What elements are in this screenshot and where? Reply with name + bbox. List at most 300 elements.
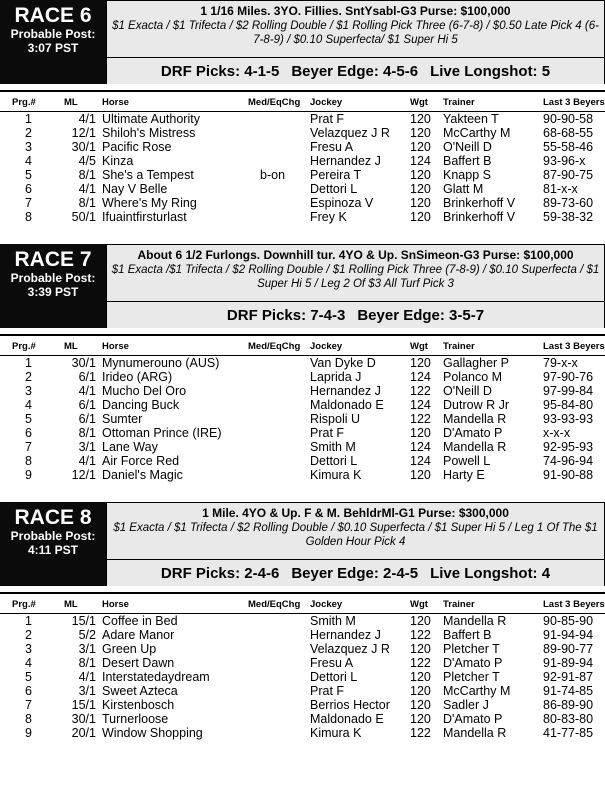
cell-prg: 5	[25, 412, 32, 426]
cell-beyers: 89-73-60	[543, 196, 594, 210]
cell-trainer: Mandella R	[443, 440, 507, 454]
pick-value: 7-4-3	[310, 306, 346, 324]
column-header: Trainer	[443, 94, 543, 112]
cell-beyers: 95-84-80	[543, 398, 594, 412]
cell-horse: Coffee in Bed	[102, 614, 178, 628]
column-header: ML	[57, 596, 102, 614]
table-row	[0, 712, 605, 726]
cell-med	[248, 684, 310, 698]
cell-trainer: D'Amato P	[443, 712, 503, 726]
cell-wgt: 122	[410, 384, 431, 398]
cell-ml: 4/1	[78, 182, 96, 196]
cell-wgt: 120	[410, 670, 431, 684]
cell-ml: 3/1	[78, 684, 96, 698]
pick-value: 3-5-7	[449, 306, 485, 324]
cell-jockey: Maldonado E	[310, 398, 384, 412]
cell-ml: 6/1	[78, 412, 96, 426]
cell-prg: 8	[25, 454, 32, 468]
cell-ml: 15/1	[71, 698, 96, 712]
table-row	[0, 140, 605, 154]
race-header	[0, 502, 605, 586]
cell-prg: 5	[25, 670, 32, 684]
cell-prg: 1	[25, 112, 32, 126]
cell-ml: 50/1	[71, 210, 96, 224]
table-row	[0, 468, 605, 482]
race-number: RACE 7	[14, 248, 92, 271]
cell-med	[248, 196, 310, 210]
picks-bar	[107, 560, 604, 586]
entries-table	[0, 596, 605, 740]
cell-prg: 2	[25, 126, 32, 140]
cell-horse: Turnerloose	[102, 712, 169, 726]
cell-beyers: 90-85-90	[543, 614, 594, 628]
cell-wgt: 124	[410, 398, 431, 412]
column-header: Jockey	[310, 94, 410, 112]
table-row	[0, 684, 605, 698]
column-header: Med/EqChg	[248, 596, 310, 614]
cell-med	[248, 112, 310, 127]
cell-beyers: 79-x-x	[543, 356, 578, 370]
cell-wgt: 120	[410, 210, 431, 224]
cell-ml: 3/1	[78, 440, 96, 454]
column-header: Horse	[102, 596, 248, 614]
post-time: 3:39 PST	[27, 285, 79, 299]
cell-wgt: 124	[410, 454, 431, 468]
cell-ml: 30/1	[71, 712, 96, 726]
cell-jockey: Dettori L	[310, 454, 358, 468]
cell-jockey: Kimura K	[310, 468, 362, 482]
race-conditions: 1 Mile. 4YO & Up. F & M. BehldrMl-G1 Purse: $300,000	[202, 506, 509, 520]
cell-ml: 6/1	[78, 370, 96, 384]
cell-jockey: Dettori L	[310, 670, 358, 684]
pick-value: 2-4-5	[383, 564, 419, 582]
divider	[0, 334, 605, 336]
pick-value: 4-5-6	[383, 62, 419, 80]
table-row	[0, 670, 605, 684]
cell-med	[248, 468, 310, 482]
cell-wgt: 120	[410, 712, 431, 726]
cell-jockey: Prat F	[310, 426, 345, 440]
cell-trainer: Gallagher P	[443, 356, 510, 370]
race-number-block	[0, 244, 107, 328]
cell-med	[248, 712, 310, 726]
cell-wgt: 120	[410, 468, 431, 482]
cell-trainer: McCarthy M	[443, 684, 511, 698]
cell-beyers: 59-38-32	[543, 210, 594, 224]
section-spacer	[0, 224, 605, 244]
cell-wgt: 120	[410, 642, 431, 656]
cell-trainer: D'Amato P	[443, 426, 503, 440]
cell-med	[248, 356, 310, 371]
race-conditions: 1 1/16 Miles. 3YO. Fillies. SntYsabl-G3 Purse: $100,000	[200, 4, 511, 18]
cell-med	[248, 384, 310, 398]
cell-horse: Green Up	[102, 642, 157, 656]
column-header: ML	[57, 338, 102, 356]
cell-jockey: Pereira T	[310, 168, 362, 182]
cell-trainer: D'Amato P	[443, 656, 503, 670]
cell-ml: 30/1	[71, 140, 96, 154]
cell-horse: Irideo (ARG)	[102, 370, 173, 384]
race-number-block	[0, 502, 107, 586]
cell-wgt: 120	[410, 698, 431, 712]
column-header: Med/EqChg	[248, 94, 310, 112]
table-row	[0, 112, 605, 127]
cell-med	[248, 628, 310, 642]
table-header-row	[0, 338, 605, 356]
cell-trainer: McCarthy M	[443, 126, 511, 140]
cell-horse: She's a Tempest	[102, 168, 194, 182]
probable-post-label: Probable Post:	[10, 271, 96, 285]
cell-ml: 4/1	[78, 454, 96, 468]
column-header: Last 3 Beyers	[543, 338, 605, 356]
column-header: Last 3 Beyers	[543, 596, 605, 614]
cell-beyers: 81-x-x	[543, 182, 578, 196]
cell-jockey: Velazquez J R	[310, 126, 390, 140]
cell-jockey: Berrios Hector	[310, 698, 390, 712]
cell-beyers: 68-68-55	[543, 126, 594, 140]
cell-beyers: 87-90-75	[543, 168, 594, 182]
cell-trainer: Sadler J	[443, 698, 489, 712]
table-row	[0, 168, 605, 182]
cell-beyers: 92-95-93	[543, 440, 594, 454]
cell-prg: 7	[25, 698, 32, 712]
cell-trainer: Mandella R	[443, 726, 507, 740]
cell-ml: 4/5	[78, 154, 96, 168]
cell-ml: 8/1	[78, 196, 96, 210]
cell-jockey: Prat F	[310, 684, 345, 698]
pick-group	[430, 63, 550, 80]
table-row	[0, 126, 605, 140]
cell-beyers: 80-83-80	[543, 712, 594, 726]
cell-beyers: 90-90-58	[543, 112, 594, 126]
cell-jockey: Fresu A	[310, 656, 354, 670]
table-row	[0, 614, 605, 629]
cell-wgt: 124	[410, 370, 431, 384]
cell-beyers: 91-90-88	[543, 468, 594, 482]
cell-beyers: 91-74-85	[543, 684, 594, 698]
cell-horse: Ifuaintfirsturlast	[102, 210, 187, 224]
race-conditions-box	[107, 503, 604, 560]
cell-horse: Dancing Buck	[102, 398, 180, 412]
column-header: Jockey	[310, 596, 410, 614]
pick-value: 4-1-5	[244, 62, 280, 80]
column-header: Wgt	[410, 338, 443, 356]
cell-ml: 8/1	[78, 656, 96, 670]
race-conditions: About 6 1/2 Furlongs. Downhill tur. 4YO & Up. SnSimeon-G3 Purse: $100,000	[137, 248, 574, 262]
cell-horse: Ultimate Authority	[102, 112, 200, 126]
cell-horse: Desert Dawn	[102, 656, 175, 670]
cell-beyers: 93-93-93	[543, 412, 594, 426]
table-row	[0, 210, 605, 224]
cell-prg: 6	[25, 684, 32, 698]
table-row	[0, 412, 605, 426]
wagers-offered: $1 Exacta /$1 Trifecta / $2 Rolling Double / $1 Rolling Pick Three (7-8-9) / $0.10 Superfecta / $1 Super Hi 5 / Leg 2 Of $3 All Turf Pick 3	[111, 264, 600, 290]
table-row	[0, 196, 605, 210]
pick-value: 4	[541, 564, 551, 582]
cell-horse: Lane Way	[102, 440, 158, 454]
cell-wgt: 124	[410, 440, 431, 454]
cell-prg: 9	[25, 468, 32, 482]
cell-ml: 5/2	[78, 628, 96, 642]
cell-wgt: 120	[410, 356, 431, 370]
cell-trainer: Mandella R	[443, 614, 507, 628]
race-number-block	[0, 0, 107, 84]
cell-horse: Mucho Del Oro	[102, 384, 187, 398]
cell-jockey: Laprida J	[310, 370, 362, 384]
cell-jockey: Kimura K	[310, 726, 362, 740]
pick-group	[291, 565, 418, 582]
cell-prg: 4	[25, 398, 32, 412]
cell-prg: 4	[25, 656, 32, 670]
race-section	[0, 244, 605, 482]
race-section	[0, 502, 605, 740]
column-header: Horse	[102, 338, 248, 356]
race-section	[0, 0, 605, 224]
cell-trainer: Dutrow R Jr	[443, 398, 509, 412]
cell-ml: 8/1	[78, 426, 96, 440]
cell-prg: 8	[25, 210, 32, 224]
cell-prg: 2	[25, 628, 32, 642]
column-header: Prg.#	[0, 596, 57, 614]
table-row	[0, 726, 605, 740]
cell-med	[248, 182, 310, 196]
section-spacer	[0, 482, 605, 502]
cell-trainer: Pletcher T	[443, 670, 500, 684]
cell-prg: 2	[25, 370, 32, 384]
pick-label: DRF Picks:	[160, 564, 241, 582]
cell-trainer: Baffert B	[443, 628, 492, 642]
table-row	[0, 370, 605, 384]
cell-wgt: 120	[410, 614, 431, 628]
cell-horse: Sweet Azteca	[102, 684, 178, 698]
cell-wgt: 122	[410, 412, 431, 426]
column-header: Prg.#	[0, 94, 57, 112]
cell-prg: 6	[25, 426, 32, 440]
cell-horse: Daniel's Magic	[102, 468, 183, 482]
cell-horse: Shiloh's Mistress	[102, 126, 196, 140]
cell-horse: Kirstenbosch	[102, 698, 175, 712]
table-row	[0, 698, 605, 712]
cell-jockey: Rispoli U	[310, 412, 361, 426]
cell-jockey: Hernandez J	[310, 384, 381, 398]
table-row	[0, 154, 605, 168]
cell-med	[248, 398, 310, 412]
pick-label: DRF Picks:	[160, 62, 241, 80]
cell-med	[248, 126, 310, 140]
cell-wgt: 120	[410, 182, 431, 196]
cell-wgt: 120	[410, 684, 431, 698]
column-header: Jockey	[310, 338, 410, 356]
column-header: Trainer	[443, 338, 543, 356]
cell-wgt: 122	[410, 726, 431, 740]
divider	[0, 90, 605, 92]
column-header: Trainer	[443, 596, 543, 614]
cell-beyers: 86-89-90	[543, 698, 594, 712]
table-row	[0, 656, 605, 670]
cell-ml: 15/1	[71, 614, 96, 628]
cell-jockey: Smith M	[310, 614, 356, 628]
column-header: Horse	[102, 94, 248, 112]
column-header: Prg.#	[0, 338, 57, 356]
cell-prg: 8	[25, 712, 32, 726]
post-time: 3:07 PST	[27, 41, 79, 55]
cell-horse: Where's My Ring	[102, 196, 197, 210]
cell-jockey: Van Dyke D	[310, 356, 376, 370]
cell-wgt: 120	[410, 112, 431, 126]
cell-horse: Ottoman Prince (IRE)	[102, 426, 222, 440]
table-row	[0, 398, 605, 412]
cell-trainer: Knapp S	[443, 168, 491, 182]
table-row	[0, 182, 605, 196]
table-row	[0, 454, 605, 468]
cell-prg: 3	[25, 140, 32, 154]
cell-med	[248, 726, 310, 740]
cell-prg: 9	[25, 726, 32, 740]
pick-label: Beyer Edge:	[291, 564, 379, 582]
pick-value: 5	[541, 62, 551, 80]
column-header: Last 3 Beyers	[543, 94, 605, 112]
cell-beyers: 41-77-85	[543, 726, 594, 740]
cell-jockey: Smith M	[310, 440, 356, 454]
column-header: Med/EqChg	[248, 338, 310, 356]
cell-jockey: Fresu A	[310, 140, 354, 154]
cell-med	[248, 642, 310, 656]
cell-prg: 6	[25, 182, 32, 196]
cell-med: b-on	[260, 168, 286, 182]
cell-med	[248, 698, 310, 712]
divider	[0, 592, 605, 594]
cell-jockey: Maldonado E	[310, 712, 384, 726]
table-row	[0, 440, 605, 454]
table-row	[0, 384, 605, 398]
cell-beyers: 97-99-84	[543, 384, 594, 398]
pick-label: Live Longshot:	[430, 62, 538, 80]
cell-med	[248, 426, 310, 440]
cell-trainer: O'Neill D	[443, 140, 492, 154]
cell-trainer: Powell L	[443, 454, 491, 468]
cell-trainer: O'Neill D	[443, 384, 492, 398]
race-info-block	[107, 244, 605, 328]
cell-trainer: Harty E	[443, 468, 485, 482]
cell-wgt: 122	[410, 628, 431, 642]
cell-prg: 3	[25, 642, 32, 656]
table-header-row	[0, 94, 605, 112]
column-header: Wgt	[410, 596, 443, 614]
cell-med	[248, 370, 310, 384]
probable-post-label: Probable Post:	[10, 529, 96, 543]
picks-bar	[107, 302, 604, 328]
cell-horse: Adare Manor	[102, 628, 175, 642]
pick-group	[161, 565, 279, 582]
race-number: RACE 8	[14, 506, 92, 529]
race-info-block	[107, 502, 605, 586]
race-number: RACE 6	[14, 4, 92, 27]
table-row	[0, 628, 605, 642]
cell-beyers: 89-90-77	[543, 642, 594, 656]
cell-horse: Nay V Belle	[102, 182, 168, 196]
cell-beyers: 93-96-x	[543, 154, 586, 168]
pick-group	[161, 63, 279, 80]
table-header-row	[0, 596, 605, 614]
cell-ml: 4/1	[78, 384, 96, 398]
race-info-block	[107, 0, 605, 84]
wagers-offered: $1 Exacta / $1 Trifecta / $2 Rolling Double / $1 Rolling Pick Three (6-7-8) / $0.50 Late Pick 4 (6-7-8-9) / $0.10 Superfecta/ $1 Super Hi 5	[112, 20, 599, 46]
cell-jockey: Frey K	[310, 210, 347, 224]
cell-med	[248, 454, 310, 468]
pick-group	[357, 307, 484, 324]
column-header: Wgt	[410, 94, 443, 112]
cell-wgt: 120	[410, 126, 431, 140]
column-header: ML	[57, 94, 102, 112]
cell-trainer: Polanco M	[443, 370, 503, 384]
entries-table	[0, 338, 605, 482]
cell-jockey: Espinoza V	[310, 196, 374, 210]
pick-value: 2-4-6	[244, 564, 280, 582]
cell-med	[248, 656, 310, 670]
cell-beyers: 92-91-87	[543, 670, 594, 684]
cell-trainer: Pletcher T	[443, 642, 500, 656]
table-row	[0, 426, 605, 440]
cell-horse: Interstatedaydream	[102, 670, 210, 684]
cell-prg: 1	[25, 614, 32, 628]
cell-jockey: Dettori L	[310, 182, 358, 196]
cell-ml: 20/1	[71, 726, 96, 740]
cell-ml: 3/1	[78, 642, 96, 656]
pick-label: Live Longshot:	[430, 564, 538, 582]
cell-jockey: Velazquez J R	[310, 642, 390, 656]
picks-bar	[107, 58, 604, 84]
cell-trainer: Mandella R	[443, 412, 507, 426]
cell-med	[248, 440, 310, 454]
cell-med	[248, 210, 310, 224]
cell-trainer: Glatt M	[443, 182, 484, 196]
race-header	[0, 0, 605, 84]
cell-trainer: Brinkerhoff V	[443, 196, 516, 210]
pick-label: Beyer Edge:	[357, 306, 445, 324]
race-conditions-box	[107, 1, 604, 58]
pick-label: Beyer Edge:	[291, 62, 379, 80]
cell-prg: 7	[25, 196, 32, 210]
cell-beyers: x-x-x	[543, 426, 571, 440]
cell-prg: 5	[25, 168, 32, 182]
cell-beyers: 97-90-76	[543, 370, 594, 384]
cell-med	[248, 154, 310, 168]
cell-prg: 3	[25, 384, 32, 398]
cell-ml: 6/1	[78, 398, 96, 412]
cell-wgt: 120	[410, 140, 431, 154]
cell-trainer: Brinkerhoff V	[443, 210, 516, 224]
cell-wgt: 120	[410, 426, 431, 440]
cell-prg: 4	[25, 154, 32, 168]
pick-label: DRF Picks:	[226, 306, 307, 324]
table-row	[0, 356, 605, 371]
post-time: 4:11 PST	[27, 543, 79, 557]
cell-wgt: 122	[410, 656, 431, 670]
race-header	[0, 244, 605, 328]
cell-trainer: Baffert B	[443, 154, 492, 168]
cell-ml: 4/1	[78, 670, 96, 684]
cell-horse: Sumter	[102, 412, 143, 426]
cell-med	[248, 412, 310, 426]
pick-group	[227, 307, 345, 324]
cell-prg: 7	[25, 440, 32, 454]
wagers-offered: $1 Exacta / $1 Trifecta / $2 Rolling Double / $0.10 Superfecta / $1 Super Hi 5 / Leg 1 Of The $1 Golden Hour Pick 4	[113, 522, 598, 548]
cell-horse: Window Shopping	[102, 726, 203, 740]
cell-jockey: Prat F	[310, 112, 345, 126]
cell-ml: 12/1	[71, 468, 96, 482]
cell-ml: 12/1	[71, 126, 96, 140]
cell-prg: 1	[25, 356, 32, 370]
